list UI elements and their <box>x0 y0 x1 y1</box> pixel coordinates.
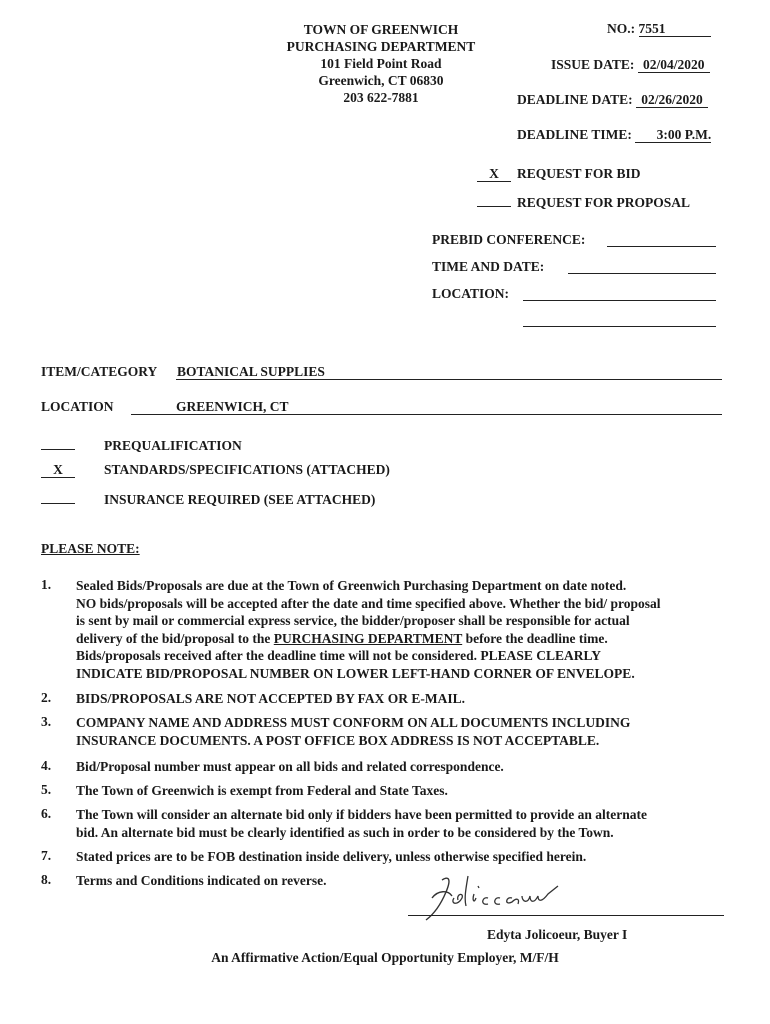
bid-number-row <box>607 21 711 37</box>
item-location-value: GREENWICH, CT <box>176 399 289 414</box>
issue-date-row <box>551 57 710 73</box>
note-number: 6. <box>41 806 52 821</box>
note-3 <box>76 714 630 749</box>
item-category-label: ITEM/CATEGORY <box>41 364 158 379</box>
checklist-standards <box>41 462 390 478</box>
buyer-name-title: Edyta Jolicoeur, Buyer I <box>487 927 628 942</box>
deadline-date-row <box>517 92 708 108</box>
note-number: 3. <box>41 714 52 729</box>
note-number: 4. <box>41 758 52 773</box>
note-1-line-4: delivery of the bid/proposal to the PURCHASING DEPARTMENT before the deadline time. <box>76 630 608 646</box>
bid-number-label: NO.: <box>607 21 636 36</box>
item-category-value: BOTANICAL SUPPLIES <box>177 364 325 379</box>
note-4: Bid/Proposal number must appear on all bids and related correspondence. <box>76 759 504 774</box>
purchasing-department-emphasis: PURCHASING DEPARTMENT <box>273 630 463 646</box>
note-number: 5. <box>41 782 52 797</box>
item-location-label: LOCATION <box>41 399 114 414</box>
note-number: 7. <box>41 848 52 863</box>
note-7: Stated prices are to be FOB destination inside delivery, unless otherwise specified herein. <box>76 849 587 864</box>
deadline-time-label: DEADLINE TIME: <box>517 127 632 142</box>
notes-heading: PLEASE NOTE: <box>41 541 140 556</box>
note-1-line-6: INDICATE BID/PROPOSAL NUMBER ON LOWER LEFT-HAND CORNER OF ENVELOPE. <box>76 665 635 681</box>
checklist-mark <box>41 489 75 504</box>
prebid-location-label: LOCATION: <box>432 286 510 301</box>
request-proposal-label: REQUEST FOR PROPOSAL <box>517 195 691 210</box>
phone-number: 203 622-7881 <box>343 90 419 105</box>
note-number: 2. <box>41 690 52 705</box>
header-block <box>262 21 500 106</box>
checklist-mark: X <box>41 463 75 478</box>
prebid-time-date-line <box>568 273 716 274</box>
dept-name: PURCHASING DEPARTMENT <box>286 39 476 54</box>
org-name: TOWN OF GREENWICH <box>303 22 459 37</box>
prebid-time-date-label: TIME AND DATE: <box>432 259 545 274</box>
city-address: Greenwich, CT 06830 <box>318 73 444 88</box>
signature-handwritten <box>408 868 578 926</box>
signature-graphic <box>408 868 578 926</box>
checklist-label: STANDARDS/SPECIFICATIONS (ATTACHED) <box>104 462 390 477</box>
deadline-date-label: DEADLINE DATE: <box>517 92 633 107</box>
request-bid-mark: X <box>477 167 511 182</box>
issue-date-label: ISSUE DATE: <box>551 57 635 72</box>
note-number: 1. <box>41 577 52 592</box>
note-1-line-5: Bids/proposals received after the deadline time will not be considered. PLEASE CLEARLY <box>76 648 602 664</box>
note-2: BIDS/PROPOSALS ARE NOT ACCEPTED BY FAX OR E-MAIL. <box>76 691 466 706</box>
request-proposal-mark <box>477 192 511 207</box>
prebid-location-line-2 <box>523 326 716 327</box>
note-1-line-1: Sealed Bids/Proposals are due at the Town of Greenwich Purchasing Department on date noted. <box>76 578 627 593</box>
bid-number-value: 7551 <box>639 22 711 37</box>
eeo-statement: An Affirmative Action/Equal Opportunity Employer, M/F/H <box>211 950 559 965</box>
deadline-time-row <box>517 127 711 143</box>
deadline-time-value: 3:00 P.M. <box>635 128 711 143</box>
issue-date-value: 02/04/2020 <box>638 58 710 73</box>
checklist-mark <box>41 435 75 450</box>
note-6-line-1: The Town will consider an alternate bid only if bidders have been permitted to provide an alternate <box>76 807 648 822</box>
request-bid-label: REQUEST FOR BID <box>517 166 641 181</box>
signature-line <box>408 915 724 916</box>
note-6 <box>76 806 647 841</box>
request-for-bid-row <box>477 166 641 182</box>
prebid-conference-label: PREBID CONFERENCE: <box>432 232 586 247</box>
checklist-insurance <box>41 489 375 508</box>
note-8: Terms and Conditions indicated on reverse. <box>76 873 327 888</box>
note-number: 8. <box>41 872 52 887</box>
deadline-date-value: 02/26/2020 <box>636 93 708 108</box>
request-for-proposal-row <box>477 192 690 211</box>
checklist-label: INSURANCE REQUIRED (SEE ATTACHED) <box>104 492 376 507</box>
prebid-conference-line <box>607 246 716 247</box>
prebid-location-line <box>523 300 716 301</box>
note-1 <box>76 577 661 683</box>
note-1-line-2: NO bids/proposals will be accepted after the date and time specified above. Whether the bid/ proposal <box>76 595 661 611</box>
checklist-label: PREQUALIFICATION <box>104 438 242 453</box>
checklist-prequalification <box>41 435 242 454</box>
street-address: 101 Field Point Road <box>320 56 442 71</box>
note-6-line-2: bid. An alternate bid must be clearly identified as such in order to be considered by the Town. <box>76 824 614 840</box>
note-5: The Town of Greenwich is exempt from Federal and State Taxes. <box>76 783 448 798</box>
note-1-line-3: is sent by mail or commercial express service, the bidder/proposer shall be responsible for actual <box>76 613 630 629</box>
note-3-line-1: COMPANY NAME AND ADDRESS MUST CONFORM ON ALL DOCUMENTS INCLUDING <box>76 715 631 730</box>
note-3-line-2: INSURANCE DOCUMENTS. A POST OFFICE BOX ADDRESS IS NOT ACCEPTABLE. <box>76 732 600 748</box>
